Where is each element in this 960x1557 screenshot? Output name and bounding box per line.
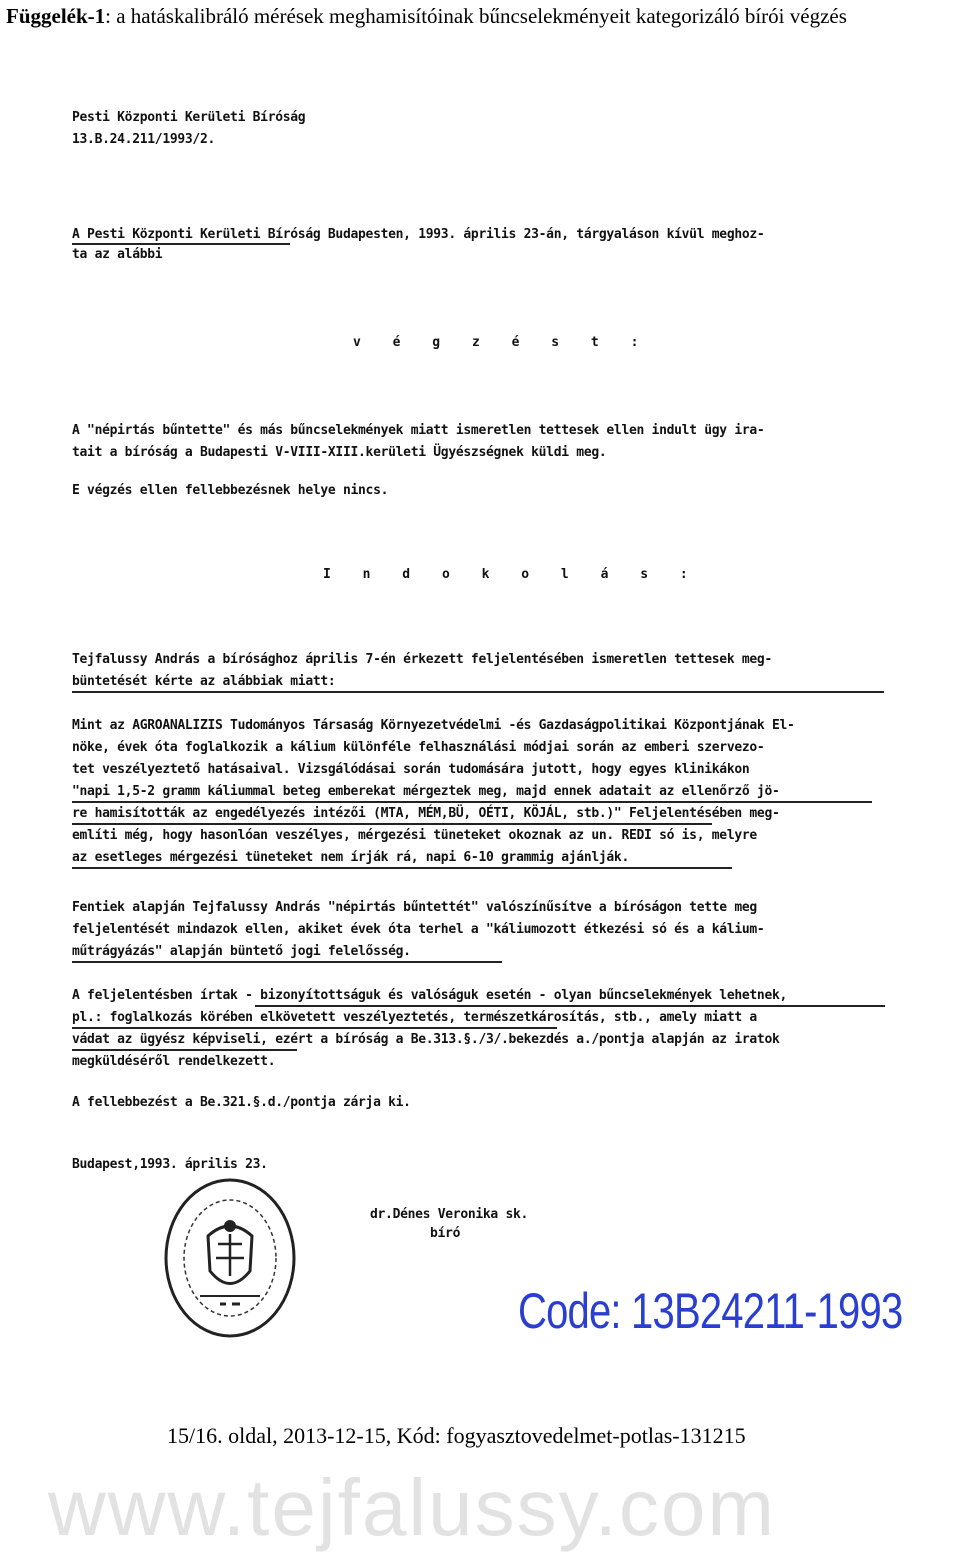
signer-name: dr.Dénes Veronika sk. (370, 1207, 529, 1222)
case-number: 13.B.24.211/1993/2. (72, 132, 216, 147)
place-date: Budapest,1993. április 23. (72, 1157, 268, 1172)
p3-underline (72, 961, 502, 963)
no-appeal-note: E végzés ellen fellebbezésnek helye nincs. (72, 483, 389, 498)
p1-underline (72, 691, 884, 693)
heading-vegzes: v é g z é s t : (353, 335, 651, 350)
website-watermark: www.tejfalussy.com (48, 1463, 777, 1552)
p3-line-1: Fentiek alapján Tejfalussy András "népirtás bűntettét" valószínűsítve a bíróságon tette meg (72, 900, 757, 915)
intro-underline (72, 243, 290, 245)
p2-line-5: re hamisították az engedélyezés intézői (MTA, MÉM,BÜ, OÉTI, KÖJÁL, stb.)" Feljelentésében meg- (72, 806, 780, 821)
p2-line-6: említi még, hogy hasonlóan veszélyes, mérgezési tüneteket okoznak az un. REDI só is, melyre (72, 828, 757, 843)
intro-line-2: ta az alábbi (72, 247, 163, 262)
p4-line-3: vádat az ügyész képviseli, ezért a bíróság a Be.313.§./3/.bekezdés a./pontja alapján az iratok (72, 1032, 780, 1047)
p1-line-2: büntetését kérte az alábbiak miatt: (72, 674, 336, 689)
p4-line-4: megküldéséről rendelkezett. (72, 1054, 276, 1069)
intro-line-1: A Pesti Központi Kerületi Bíróság Budapesten, 1993. április 23-án, tárgyaláson kívül meghoz- (72, 227, 765, 242)
court-seal-stamp (160, 1176, 300, 1341)
ruling-line-2: tait a bíróság a Budapesti V-VIII-XIII.kerületi Ügyészségnek küldi meg. (72, 445, 607, 460)
court-name: Pesti Központi Kerületi Bíróság (72, 110, 306, 125)
p2-line-2: nöke, évek óta foglalkozik a kálium különféle felhasználási módjai során az emberi szervezo- (72, 740, 765, 755)
signer-role: bíró (430, 1226, 461, 1241)
ruling-line-1: A "népirtás bűntette" és más bűncselekmények miatt ismeretlen tettesek ellen indult ügy ira- (72, 423, 765, 438)
p4-underline-3 (72, 1049, 297, 1051)
page-footer: 15/16. oldal, 2013-12-15, Kód: fogyasztovedelmet-potlas-131215 (167, 1423, 746, 1448)
p4-line-2: pl.: foglalkozás körében elkövetett veszélyeztetés, természetkárosítás, stb., amely miatt a (72, 1010, 757, 1025)
p3-line-3: műtrágyázás" alapján büntető jogi felelősség. (72, 944, 411, 959)
p2-line-1: Mint az AGROANALIZIS Tudományos Társaság Környezetvédelmi -és Gazdaságpolitikai Központjának El- (72, 718, 795, 733)
document-code: Code: 13B24211-1993 (518, 1283, 903, 1339)
p2-line-7: az esetleges mérgezési tüneteket nem írják rá, napi 6-10 grammig ajánlják. (72, 850, 629, 865)
p2-line-3: tet veszélyeztető hatásaival. Vizsgálódásai során tudomására jutott, hogy egyes klinikákon (72, 762, 750, 777)
p2-underline-1 (72, 801, 872, 803)
appeal-rule: A fellebbezést a Be.321.§.d./pontja zárja ki. (72, 1095, 411, 1110)
p2-underline-3 (72, 867, 732, 869)
p1-line-1: Tejfalussy András a bírósághoz április 7-én érkezett feljelentésében ismeretlen tettesek meg- (72, 652, 772, 667)
appendix-description: : a hatáskalibráló mérések meghamisítóinak bűncselekményeit kategorizáló bírói végzés (105, 4, 847, 28)
heading-indokolas: I n d o k o l á s : (323, 567, 700, 582)
appendix-title (6, 4, 847, 29)
appendix-label: Függelék-1 (6, 4, 106, 28)
p3-line-2: feljelentését mindazok ellen, akiket évek óta terhel a "káliumozott étkezési só és a kálium- (72, 922, 765, 937)
p4-line-1: A feljelentésben írtak - bizonyítottságuk és valóságuk esetén - olyan bűncselekmények lehetnek, (72, 988, 788, 1003)
p4-underline-1 (255, 1005, 885, 1007)
p2-underline-2 (72, 823, 712, 825)
p2-line-4: "napi 1,5-2 gramm káliummal beteg emberekat mérgeztek meg, majd ennek adatait az ellenőrző jö- (72, 784, 780, 799)
p4-underline-2 (72, 1027, 557, 1029)
